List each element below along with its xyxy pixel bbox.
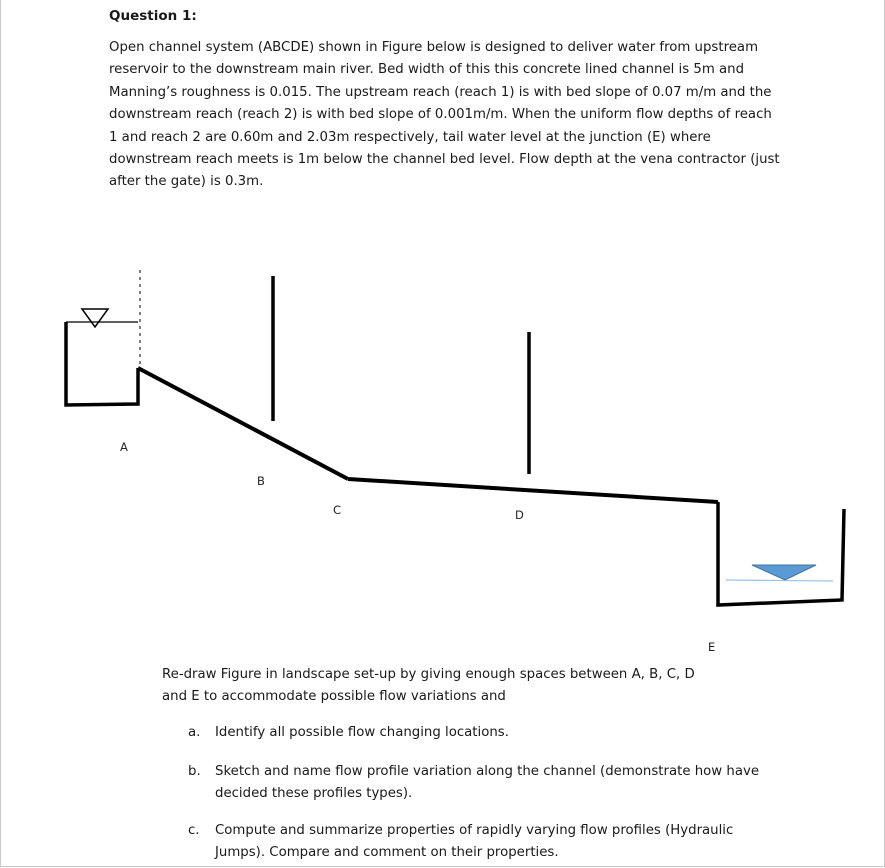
river-water-triangle <box>752 565 816 580</box>
paragraph-line: Open channel system (ABCDE) shown in Figure below is designed to deliver water from upstream <box>109 40 759 55</box>
downstream-river <box>718 502 844 605</box>
paragraph-line: reservoir to the downstream main river. Bed width of this this concrete lined channel is 5m and <box>109 62 745 78</box>
item-marker: a. <box>188 725 201 740</box>
channel-figure <box>0 260 885 660</box>
instruction-line: Re-draw Figure in landscape set-up by giving enough spaces between A, B, C, D <box>162 667 695 682</box>
paragraph-line: 1 and reach 2 are 0.60m and 2.03m respectively, tail water level at the junction (E) where <box>109 129 711 145</box>
channel-bed <box>138 368 718 502</box>
item-text: Sketch and name flow profile variation along the channel (demonstrate how have <box>215 764 760 779</box>
label-d: D <box>515 508 524 522</box>
river-water-line <box>726 580 833 581</box>
label-c: C <box>333 503 342 517</box>
upstream-reservoir <box>66 270 140 405</box>
paragraph-line: downstream reach (reach 2) is with bed slope of 0.001m/m. When the uniform flow depths of reach <box>109 107 772 123</box>
reservoir-walls <box>66 322 138 405</box>
paragraph-line: Manning’s roughness is 0.015. The upstream reach (reach 1) is with bed slope of 0.07 m/m and the <box>109 84 772 100</box>
label-b: B <box>257 474 265 488</box>
paragraph-line: downstream reach meets is 1m below the channel bed level. Flow depth at the vena contractor (just <box>109 152 780 168</box>
item-marker: b. <box>188 764 201 779</box>
river-walls <box>718 502 844 605</box>
reach-1-bed <box>138 368 348 479</box>
question-title: Question 1: <box>109 8 197 24</box>
label-e: E <box>708 640 716 654</box>
item-text: Compute and summarize properties of rapidly varying flow profiles (Hydraulic <box>215 823 734 838</box>
question-paragraph <box>109 37 799 194</box>
item-text: Jumps). Compare and comment on their properties. <box>215 845 559 860</box>
reach-2-bed <box>348 479 718 502</box>
instructions-intro <box>162 664 695 708</box>
label-a: A <box>120 440 128 454</box>
item-text: Identify all possible flow changing locations. <box>215 725 509 740</box>
item-marker: c. <box>188 823 200 838</box>
item-text: decided these profiles types). <box>215 786 413 801</box>
water-level-symbol <box>82 309 108 327</box>
paragraph-line: after the gate) is 0.3m. <box>109 174 264 190</box>
instruction-line: and E to accommodate possible flow variations and <box>162 689 506 704</box>
